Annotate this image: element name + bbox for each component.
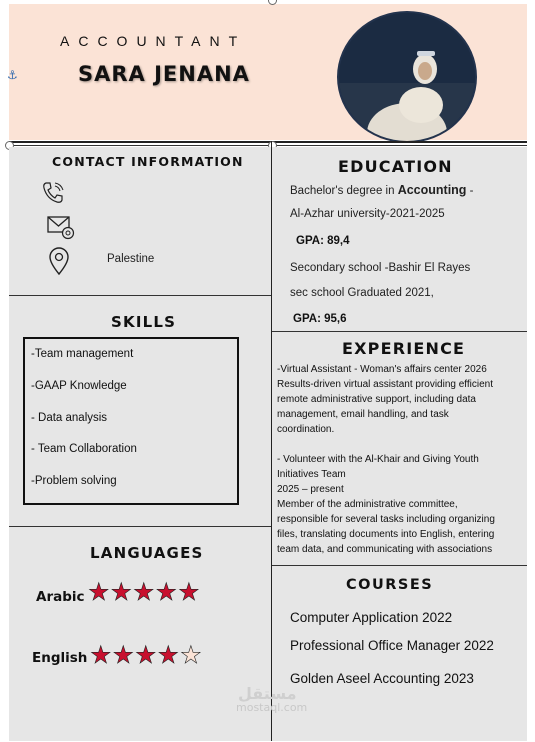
- languages-title: LANGUAGES: [90, 544, 204, 562]
- experience-line: remote administrative support, including data: [277, 394, 476, 405]
- person-name: SARA JENANA: [78, 62, 250, 86]
- arabic-rating: [88, 580, 201, 604]
- experience-line: files, translating documents into English, entering: [277, 529, 495, 540]
- watermark-logo: مستقل: [238, 684, 297, 703]
- left-divider: [9, 295, 271, 296]
- english-rating: [90, 643, 203, 667]
- star-filled-icon: ★: [112, 641, 136, 669]
- course-item: Professional Office Manager 2022: [290, 638, 494, 653]
- language-arabic: Arabic: [36, 589, 85, 605]
- contact-title: CONTACT INFORMATION: [52, 154, 244, 169]
- experience-line: responsible for several tasks including organizing: [277, 514, 495, 525]
- skills-box: [23, 337, 239, 505]
- experience-title: EXPERIENCE: [342, 339, 466, 358]
- experience-line: [277, 437, 525, 452]
- degree-prefix: Bachelor's degree in: [290, 185, 398, 197]
- skill-item: -GAAP Knowledge: [31, 380, 127, 392]
- courses-title: COURSES: [346, 577, 434, 593]
- experience-body: [277, 362, 525, 557]
- course-item: Computer Application 2022: [290, 610, 453, 625]
- degree-line: [290, 183, 473, 197]
- experience-line: coordination.: [277, 424, 335, 435]
- degree-suffix: -: [466, 185, 474, 197]
- school-graduated-line: sec school Graduated 2021,: [290, 287, 434, 299]
- star-filled-icon: ★: [178, 578, 201, 606]
- column-divider: [271, 141, 272, 741]
- gpa-university: GPA: 89,4: [296, 235, 350, 247]
- star-filled-icon: ★: [88, 578, 111, 606]
- star-filled-icon: ★: [110, 578, 134, 606]
- course-item: Golden Aseel Accounting 2023: [290, 671, 474, 686]
- star-filled-icon: ★: [135, 641, 158, 669]
- experience-line: 2025 – present: [277, 484, 344, 495]
- watermark-url: mostaql.com: [236, 701, 308, 714]
- education-title: EDUCATION: [338, 157, 453, 176]
- experience-line: Results-driven virtual assistant providing efficient: [277, 379, 494, 390]
- location-icon: [47, 246, 71, 280]
- right-divider: [272, 565, 527, 566]
- experience-line: - Volunteer with the Al-Khair and Giving Youth: [277, 454, 479, 465]
- right-divider: [272, 331, 527, 332]
- experience-line: -Virtual Assistant - Woman's affairs center 2026: [277, 364, 487, 375]
- skill-item: - Data analysis: [31, 412, 108, 424]
- star-filled-icon: ★: [155, 578, 179, 606]
- star-filled-icon: ★: [157, 641, 181, 669]
- university-line: Al-Azhar university-2021-2025: [290, 208, 445, 220]
- experience-line: team data, and communicating with associations: [277, 544, 493, 555]
- degree-field: Accounting: [397, 183, 467, 197]
- experience-line: management, email handling, and task: [277, 409, 449, 420]
- skills-title: SKILLS: [111, 313, 177, 331]
- phone-icon: [40, 180, 66, 210]
- job-title: ACCOUNTANT: [60, 33, 247, 49]
- anchor-icon: ⚓: [7, 68, 18, 82]
- location-text: Palestine: [107, 253, 155, 265]
- gpa-school: GPA: 95,6: [293, 313, 347, 325]
- language-english: English: [32, 650, 88, 666]
- skill-item: -Team management: [31, 348, 134, 360]
- star-filled-icon: ★: [90, 641, 113, 669]
- profile-photo: [337, 11, 477, 143]
- left-divider: [9, 526, 271, 527]
- profile-photo-figure: [339, 13, 475, 141]
- experience-line: Initiatives Team: [277, 469, 346, 480]
- experience-line: Member of the administrative committee,: [277, 499, 458, 510]
- skill-item: - Team Collaboration: [31, 443, 137, 455]
- skill-item: -Problem solving: [31, 475, 117, 487]
- school-line: Secondary school -Bashir El Rayes: [290, 262, 471, 274]
- star-filled-icon: ★: [133, 578, 156, 606]
- star-empty-icon: ★: [180, 641, 203, 669]
- email-icon: [46, 214, 76, 244]
